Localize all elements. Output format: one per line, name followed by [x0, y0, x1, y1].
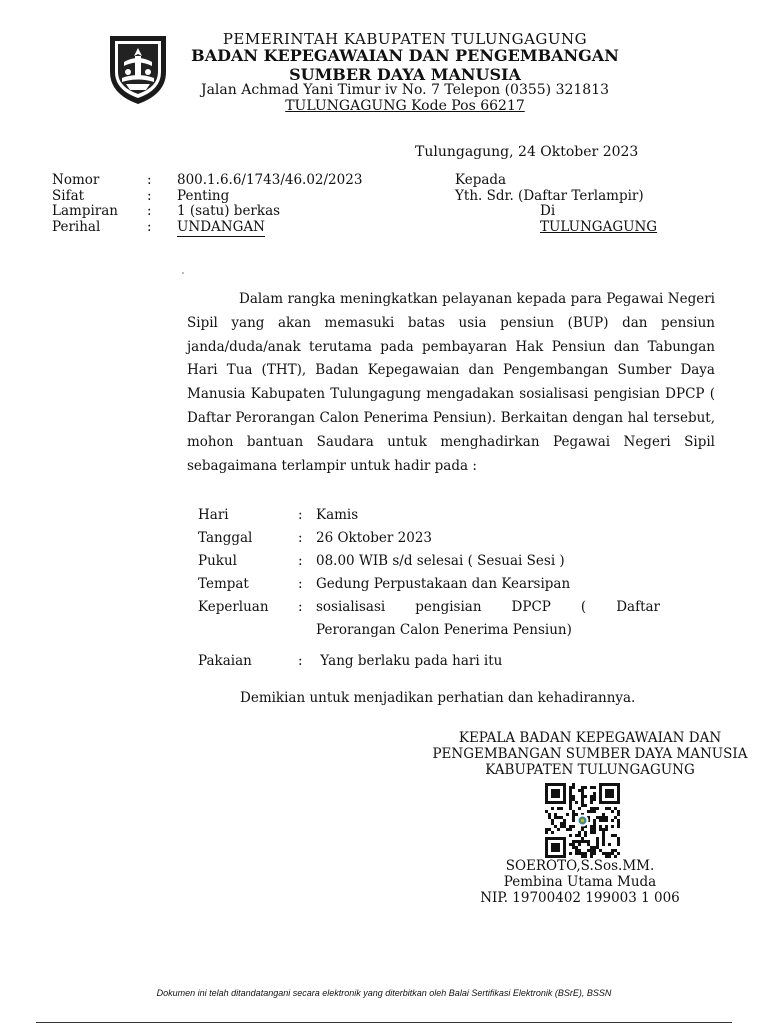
meta-value: Penting: [177, 187, 230, 204]
recipient-city: TULUNGAGUNG: [540, 218, 658, 235]
footer-divider: [36, 1022, 732, 1023]
closing-sentence: Demikian untuk menjadikan perhatian dan kehadirannya.: [240, 690, 636, 706]
signatory-info: [440, 858, 720, 906]
detail-label: Tanggal: [198, 530, 253, 546]
letter-body: [187, 288, 715, 478]
city-postal: TULUNGAGUNG Kode Pos 66217: [285, 98, 525, 114]
detail-label: Hari: [198, 507, 229, 523]
meta-value: UNDANGAN: [177, 218, 265, 235]
recipient-block: [455, 173, 657, 235]
meta-colon: :: [147, 187, 152, 204]
meta-value: 1 (satu) berkas: [177, 203, 281, 219]
detail-colon: :: [298, 653, 303, 669]
signatory-rank: Pembina Utama Muda: [503, 874, 657, 890]
agency-name-line1: BADAN KEPEGAWAIAN DAN PENGEMBANGAN: [191, 46, 619, 65]
detail-value: 26 Oktober 2023: [316, 530, 433, 546]
meta-perihal: [52, 220, 362, 236]
signatory-name: SOEROTO,S.Sos.MM.: [505, 858, 655, 874]
recipient-line: Yth. Sdr. (Daftar Terlampir): [455, 187, 644, 204]
meta-colon: :: [147, 172, 152, 188]
meta-colon: :: [147, 203, 152, 219]
agency-name-line2: SUMBER DAYA MANUSIA: [289, 65, 521, 84]
agency-name: [180, 46, 630, 84]
signatory-title-line: PENGEMBANGAN SUMBER DAYA MANUSIA: [432, 746, 748, 762]
qr-code-icon: [540, 782, 626, 858]
detail-pakaian: [198, 650, 660, 673]
recipient-line: Di: [540, 203, 556, 219]
detail-value: Perorangan Calon Penerima Pensiun): [316, 622, 572, 638]
meta-lampiran: [52, 204, 362, 220]
letter-meta: [52, 173, 362, 235]
detail-tempat: [198, 573, 660, 596]
government-name: PEMERINTAH KABUPATEN TULUNGAGUNG: [222, 30, 588, 48]
signatory-title-line: KABUPATEN TULUNGAGUNG: [485, 762, 695, 778]
detail-hari: [198, 504, 660, 527]
body-paragraph: Dalam rangka meningkatkan pelayanan kepada para Pegawai Negeri Sipil yang akan memasuki batas usia pensiun (BUP) dan pensiun janda/duda/anak terutama pada pembayaran Hak Pensiun dan Tabungan Hari Tua (THT), Badan Kepegawaian dan Pengembangan Sumber Daya Manusia Kabupaten Tulungagung mengadakan sosialisasi pengisian DPCP ( Daftar Perorangan Calon Penerima Pensiun). Berkaitan dengan hal tersebut, mohon bantuan Saudara untuk menghadirkan Pegawai Negeri Sipil sebagaimana terlampir untuk hadir pada :: [187, 291, 715, 474]
detail-pukul: [198, 550, 660, 573]
signatory-title-line: KEPALA BADAN KEPEGAWAIAN DAN: [458, 730, 722, 746]
meta-label: Lampiran: [52, 203, 118, 219]
meta-label: Sifat: [52, 187, 85, 204]
regency-crest-icon: [104, 32, 172, 106]
agency-city: [180, 98, 630, 114]
detail-colon: :: [298, 599, 303, 615]
detail-value: Kamis: [316, 507, 359, 523]
detail-tanggal: [198, 527, 660, 550]
detail-keperluan: [198, 596, 660, 619]
meta-sifat: [52, 189, 362, 205]
detail-value: Yang berlaku pada hari itu: [316, 653, 503, 669]
detail-value: 08.00 WIB s/d selesai ( Sesuai Sesi ): [316, 553, 565, 569]
detail-colon: :: [298, 576, 303, 592]
scan-speck: [182, 272, 184, 274]
detail-value: Gedung Perpustakaan dan Kearsipan: [316, 576, 571, 592]
meta-colon: :: [147, 218, 152, 235]
event-details: [198, 504, 660, 673]
detail-label: Keperluan: [198, 599, 269, 615]
detail-colon: :: [298, 507, 303, 523]
meta-nomor: [52, 173, 362, 189]
detail-colon: :: [298, 530, 303, 546]
meta-label: Perihal: [52, 218, 101, 235]
detail-label: Pukul: [198, 553, 237, 569]
detail-keperluan-cont: [198, 619, 660, 642]
detail-label: Tempat: [198, 576, 249, 592]
e-signature-footer: Dokumen ini telah ditandatangani secara elektronik yang diterbitkan oleh Balai Sertifikasi Elektronik (BSrE), BSSN: [156, 988, 612, 998]
detail-colon: :: [298, 553, 303, 569]
letter-date: Tulungagung, 24 Oktober 2023: [415, 144, 639, 160]
detail-label: Pakaian: [198, 653, 252, 669]
signatory-title: [410, 730, 768, 778]
agency-address: Jalan Achmad Yani Timur iv No. 7 Telepon (0355) 321813: [200, 82, 610, 98]
detail-value: sosialisasi pengisian DPCP ( Daftar: [316, 599, 660, 615]
meta-label: Nomor: [52, 172, 100, 188]
meta-value: 800.1.6.6/1743/46.02/2023: [177, 172, 363, 188]
signatory-nip: NIP. 19700402 199003 1 006: [480, 890, 680, 906]
recipient-line: Kepada: [455, 172, 507, 188]
